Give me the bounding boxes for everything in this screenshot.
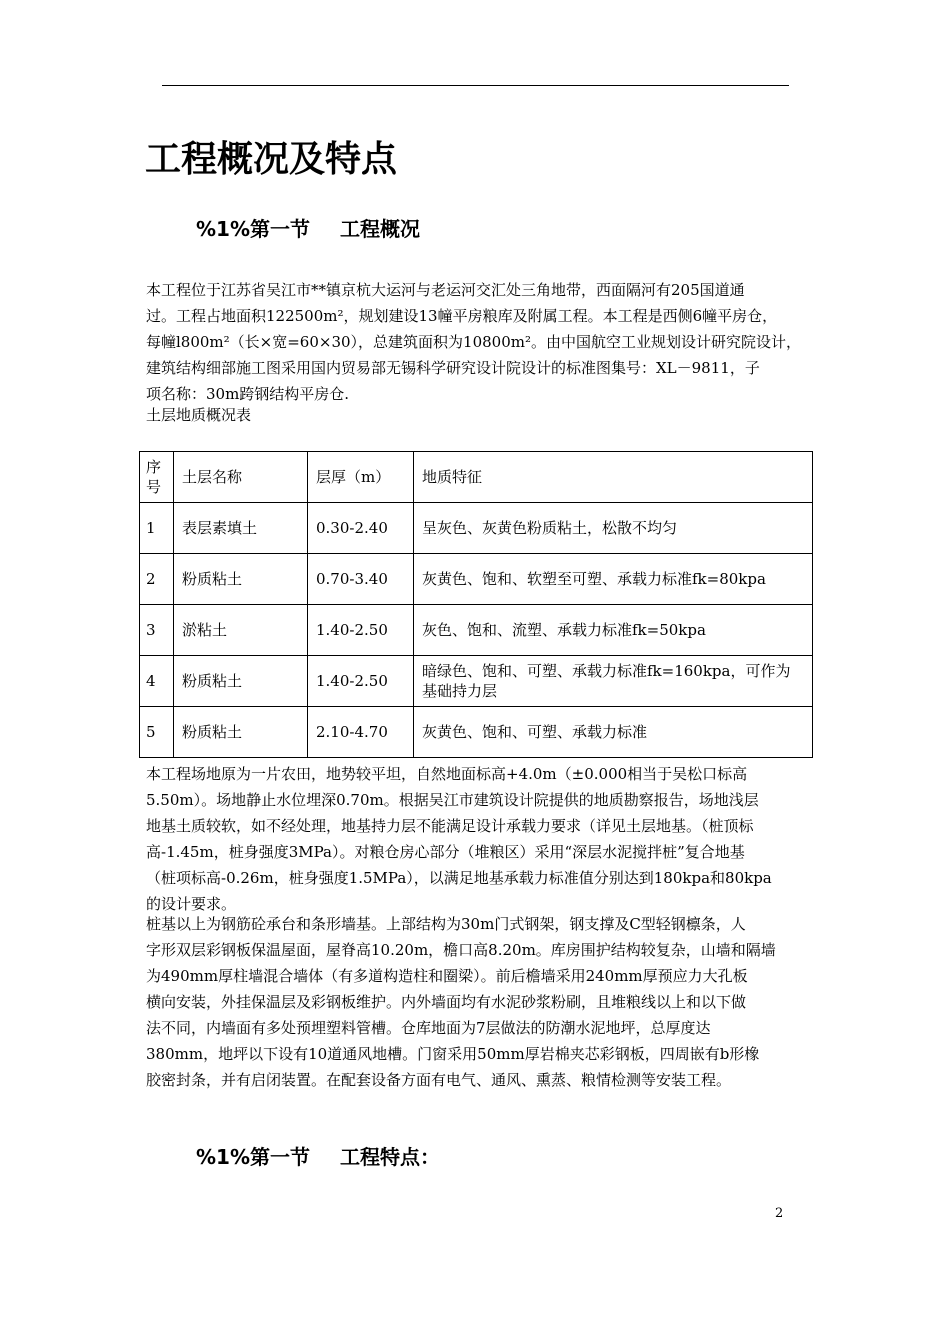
table-row <box>140 707 813 758</box>
table-cell: 1.40-2.50 <box>308 656 414 707</box>
table-cell: 灰黄色、饱和、可塑、承载力标准 <box>414 707 813 758</box>
section-number: %1%第一节 <box>196 217 310 241</box>
site-line: 地基土质较软，如不经处理，地基持力层不能满足设计承载力要求（详见土层地基。（桩顶标 <box>146 817 754 835</box>
table-cell: 0.70-3.40 <box>308 554 414 605</box>
table-cell: 暗绿色、饱和、可塑、承载力标准fk=160kpa，可作为基础持力层 <box>414 656 813 707</box>
table-cell: 粉质粘土 <box>174 707 308 758</box>
table-row <box>140 554 813 605</box>
structure-line: 横向安装，外挂保温层及彩钢板维护。内外墙面均有水泥砂浆粉刷，且堆粮线以上和以下做 <box>146 993 747 1011</box>
table-cell: 粉质粘土 <box>174 656 308 707</box>
table-cell: 1.40-2.50 <box>308 605 414 656</box>
table-cell: 灰黄色、饱和、软塑至可塑、承载力标准fk=80kpa <box>414 554 813 605</box>
table-cell: 粉质粘土 <box>174 554 308 605</box>
table-cell: 呈灰色、灰黄色粉质粘土，松散不均匀 <box>414 503 813 554</box>
table-cell: 4 <box>140 656 174 707</box>
structure-line: 法不同，内墙面有多处预埋塑料管槽。仓库地面为7层做法的防潮水泥地坪，总厚度达 <box>146 1019 711 1037</box>
table-caption: 土层地质概况表 <box>146 406 252 424</box>
table-header-row <box>140 452 813 503</box>
section-title: 工程概况 <box>340 217 420 241</box>
section-title: 工程特点： <box>340 1145 440 1169</box>
header-cell-geology: 地质特征 <box>414 452 813 503</box>
page-number: 2 <box>775 1206 784 1221</box>
table-cell: 0.30-2.40 <box>308 503 414 554</box>
structure-paragraph <box>146 911 812 1093</box>
site-line: （桩项标高-0.26m，桩身强度1.5MPa），以满足地基承载力标准值分别达到180kpa和80kpa <box>146 869 772 887</box>
page-title: 工程概况及特点 <box>145 139 398 180</box>
table-cell: 2 <box>140 554 174 605</box>
intro-line: 本工程位于江苏省吴江市**镇京杭大运河与老运河交汇处三角地带，西面隔河有205国道通 <box>146 281 745 299</box>
section-number: %1%第一节 <box>196 1145 310 1169</box>
site-line: 本工程场地原为一片农田，地势较平坦，自然地面标高+4.0m（±0.000相当于吴松口标高 <box>146 765 748 783</box>
intro-line: 建筑结构细部施工图采用国内贸易部无锡科学研究设计院设计的标准图集号：XL－9811，子 <box>146 359 760 377</box>
table-row <box>140 503 813 554</box>
table-row <box>140 656 813 707</box>
header-cell-index: 序号 <box>140 452 174 503</box>
intro-line: 过。工程占地面积122500m²，规划建设13幢平房粮库及附属工程。本工程是西侧6幢平房仓， <box>146 307 778 325</box>
structure-line: 380mm，地坪以下设有10道通风地槽。门窗采用50mm厚岩棉夹芯彩钢板，四周嵌有b形橡 <box>146 1045 760 1063</box>
table-cell: 表层素填土 <box>174 503 308 554</box>
soil-geology-table <box>139 451 813 758</box>
table-cell: 灰色、饱和、流塑、承载力标准fk=50kpa <box>414 605 813 656</box>
intro-line: 项名称：30m跨钢结构平房仓. <box>146 385 350 403</box>
structure-line: 桩基以上为钢筋砼承台和条形墙基。上部结构为30m门式钢架，钢支撑及C型轻钢檩条，人 <box>146 915 746 933</box>
table-cell: 2.10-4.70 <box>308 707 414 758</box>
intro-paragraph <box>146 277 812 407</box>
table-cell: 3 <box>140 605 174 656</box>
structure-line: 胶密封条，并有启闭装置。在配套设备方面有电气、通风、熏蒸、粮情检测等安装工程。 <box>146 1071 732 1089</box>
intro-line: 每幢l800m²（长×宽=60×30），总建筑面积为10800m²。由中国航空工业规划设计研究院设计， <box>146 333 802 351</box>
section-heading-features <box>196 1143 440 1171</box>
header-cell-layer-name: 土层名称 <box>174 452 308 503</box>
table-row <box>140 605 813 656</box>
site-paragraph <box>146 761 812 917</box>
site-line: 高-1.45m，桩身强度3MPa）。对粮仓房心部分（堆粮区）采用“深层水泥搅拌桩”复合地基 <box>146 843 745 861</box>
structure-line: 为490mm厚柱墙混合墙体（有多道构造柱和圈梁）。前后檐墙采用240mm厚预应力大孔板 <box>146 967 748 985</box>
table-cell: 5 <box>140 707 174 758</box>
table-cell: 淤粘土 <box>174 605 308 656</box>
section-heading-overview <box>196 215 420 243</box>
structure-line: 字形双层彩钢板保温屋面，屋脊高10.20m，檐口高8.20m。库房围护结构较复杂，山墙和隔墙 <box>146 941 776 959</box>
site-line: 的设计要求。 <box>146 895 237 913</box>
site-line: 5.50m）。场地静止水位埋深0.70m。根据吴江市建筑设计院提供的地质勘察报告，场地浅层 <box>146 791 759 809</box>
table-cell: 1 <box>140 503 174 554</box>
header-rule <box>162 85 789 86</box>
header-cell-thickness: 层厚（m） <box>308 452 414 503</box>
